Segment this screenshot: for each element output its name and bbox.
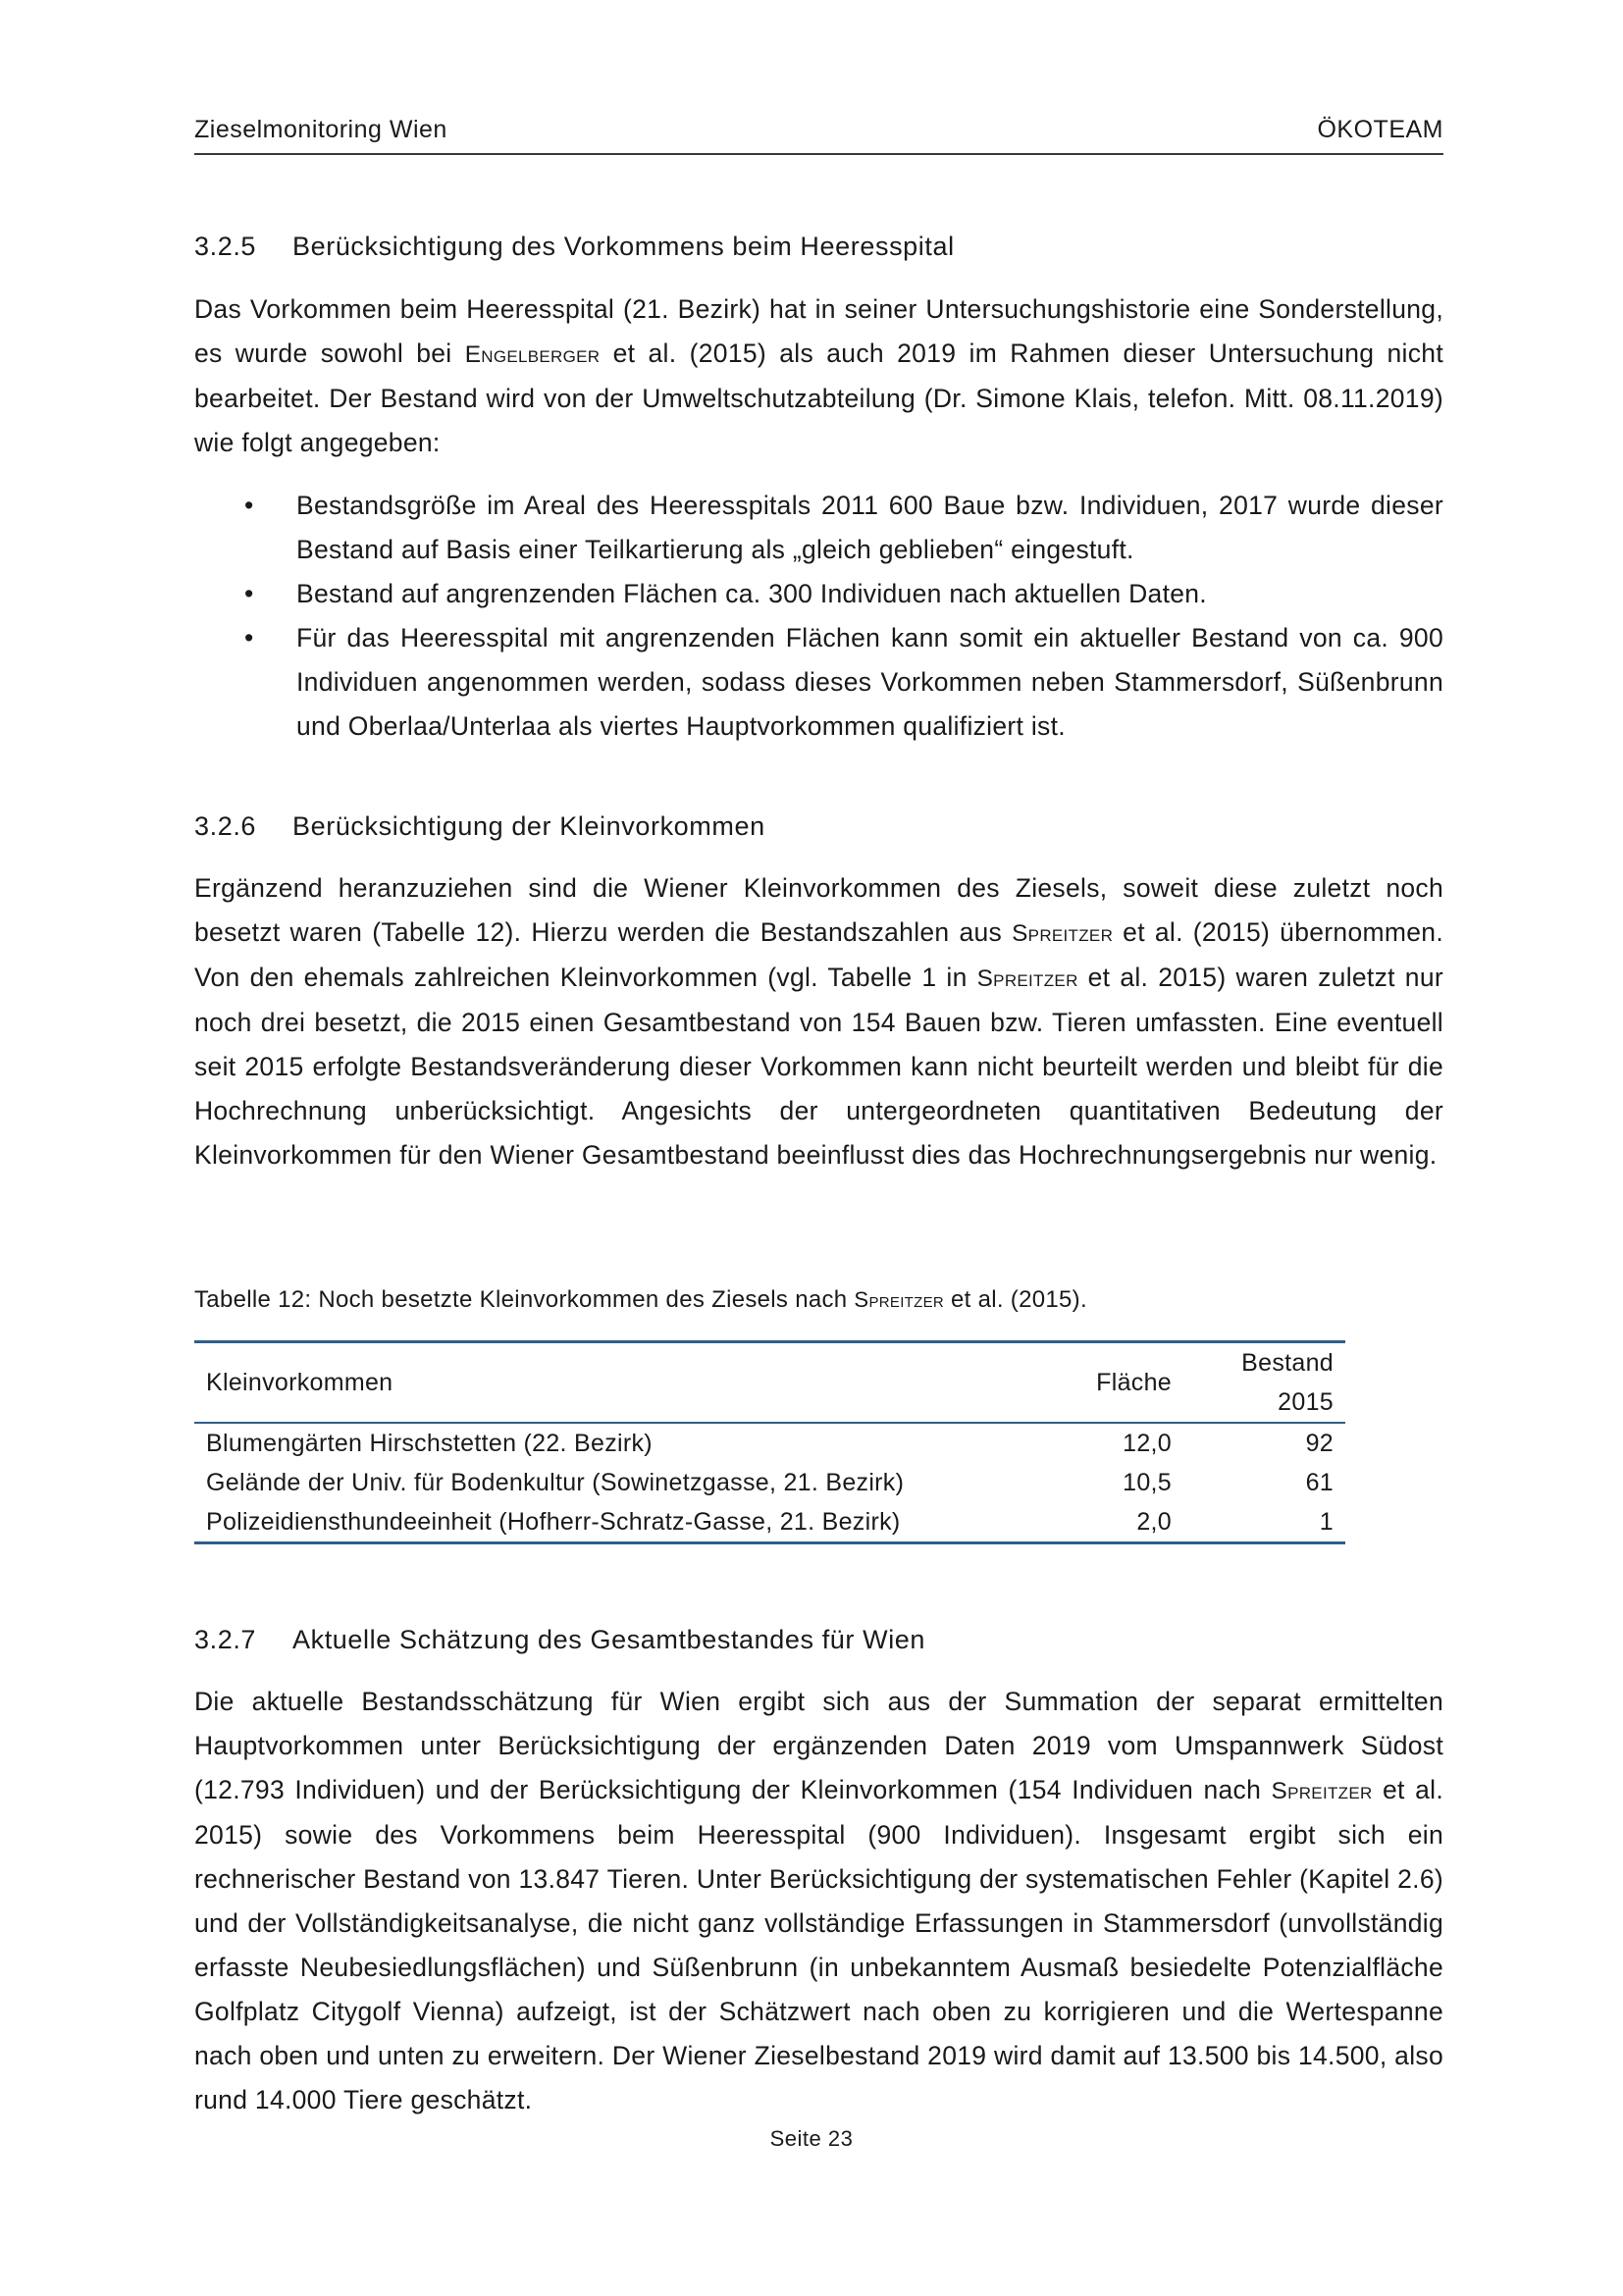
table-cell: 2,0 xyxy=(1136,1508,1172,1536)
column-header: Fläche xyxy=(1096,1369,1172,1396)
text-run: Die aktuelle Bestandsschätzung für Wien ergibt sich aus der Summation der separat ermittelten Hauptvorkommen unter Berücksichtigung der ergänzenden Daten 2019 vom Umspannwerk Südost (12.793 Individuen) und der Berücksichtigung der Kleinvorkommen (154 Individuen nach xyxy=(194,1687,1443,1804)
text-run: et al. 2015) waren zuletzt nur noch drei besetzt, die 2015 einen Gesamtbestand von 154 Bauen bzw. Tieren umfassten. Eine eventuell seit 2015 erfolgte Bestandsveränderung dieser Vorkommen kann nicht beurteilt werden und bleibt für die Hochrechnung unberücksichtigt. Angesichts der untergeordneten quantitativen Bedeutung der Kleinvorkommen für den Wiener Gesamtbestand beeinflusst dies das Hochrechnungsergebnis nur wenig. xyxy=(194,963,1443,1170)
header-organization: ÖKOTEAM xyxy=(1317,116,1443,143)
text-run: Ergänzend heranzuziehen sind die Wiener Kleinvorkommen des Ziesels, soweit diese zuletzt noch besetzt waren (Tabelle 12). Hierzu werden die Bestandszahlen aus xyxy=(194,873,1443,947)
table-cell: 61 xyxy=(1305,1469,1334,1496)
table-row xyxy=(194,1463,1345,1502)
text-run: et al. (2015) als auch 2019 im Rahmen dieser Untersuchung nicht bearbeitet. Der Bestand wird von der Umweltschutzabteilung (Dr. Simone Klais, telefon. Mitt. 08.11.2019) wie folgt angegeben: xyxy=(194,339,1443,457)
text-run: et al. 2015) sowie des Vorkommens beim Heeresspital (900 Individuen). Insgesamt ergibt sich ein rechnerischer Bestand von 13.847 Tieren. Unter Berücksichtigung der systematischen Fehler (Kapitel 2.6) und der Vollständigkeitsanalyse, die nicht ganz vollständige Erfassungen in Stammersdorf (unvollständig erfasste Neubesiedlungsflächen) und Süßenbrunn (in unbekanntem Ausmaß besiedelte Potenzialfläche Golfplatz Citygolf Vienna) aufzeigt, ist der Schätzwert nach oben zu korrigieren und die Wertespanne nach oben und unten zu erweitern. Der Wiener Zieselbestand 2019 wird damit auf 13.500 bis 14.500, also rund 14.000 Tiere geschätzt. xyxy=(194,1775,1443,2114)
table-header-row xyxy=(194,1342,1345,1424)
section-title: Aktuelle Schätzung des Gesamtbestandes für Wien xyxy=(292,1625,926,1654)
author-name: Spreitzer xyxy=(854,1287,945,1312)
paragraph-heeresspital xyxy=(194,287,1443,465)
section-title: Berücksichtigung der Kleinvorkommen xyxy=(292,811,765,841)
list-item-text: Bestandsgröße im Areal des Heeresspitals 2011 600 Baue bzw. Individuen, 2017 wurde dieser Bestand auf Basis einer Teilkartierung als „gleich geblieben“ eingestuft. xyxy=(296,491,1443,564)
text-run: Tabelle 12: Noch besetzte Kleinvorkommen des Ziesels nach xyxy=(194,1286,855,1313)
bullet-icon: • xyxy=(244,579,254,608)
table-cell: Gelände der Univ. für Bodenkultur (Sowinetzgasse, 21. Bezirk) xyxy=(206,1469,905,1496)
column-header: Kleinvorkommen xyxy=(206,1369,393,1396)
column-header: Bestand 2015 xyxy=(1241,1349,1334,1416)
table-cell: 92 xyxy=(1305,1430,1334,1457)
author-name: Spreitzer xyxy=(976,965,1078,992)
table-cell: Polizeidiensthundeeinheit (Hofherr-Schratz-Gasse, 21. Bezirk) xyxy=(206,1508,901,1536)
list-item-text: Für das Heeresspital mit angrenzenden Flächen kann somit ein aktueller Bestand von ca. 900 Individuen angenommen werden, sodass dieses Vorkommen neben Stammersdorf, Süßenbrunn und Oberlaa/Unterlaa als viertes Hauptvorkommen qualifiziert ist. xyxy=(296,623,1443,741)
table-cell: 12,0 xyxy=(1123,1430,1172,1457)
paragraph-kleinvorkommen xyxy=(194,866,1443,1177)
author-name: Spreitzer xyxy=(1012,920,1114,947)
author-name: Engelberger xyxy=(464,341,601,368)
header-title: Zieselmonitoring Wien xyxy=(194,116,447,143)
table-caption xyxy=(194,1286,1087,1314)
list-item xyxy=(194,484,1443,572)
list-item xyxy=(194,572,1443,616)
author-name: Spreitzer xyxy=(1271,1778,1373,1804)
table-cell: 10,5 xyxy=(1123,1469,1172,1496)
page-header xyxy=(194,116,1443,155)
section-number: 3.2.5 xyxy=(194,232,257,261)
text-run: et al. (2015) übernommen. Von den ehemals zahlreichen Kleinvorkommen (vgl. Tabelle 1 in xyxy=(194,917,1443,992)
list-item-text: Bestand auf angrenzenden Flächen ca. 300 Individuen nach aktuellen Daten. xyxy=(296,579,1207,608)
bullet-icon: • xyxy=(244,491,254,520)
section-heading-3-2-6 xyxy=(194,811,765,842)
table-row xyxy=(194,1502,1345,1543)
section-number: 3.2.7 xyxy=(194,1625,257,1654)
section-number: 3.2.6 xyxy=(194,811,257,841)
table-row xyxy=(194,1423,1345,1463)
table-cell: Blumengärten Hirschstetten (22. Bezirk) xyxy=(206,1430,653,1457)
bullet-list xyxy=(194,484,1443,749)
bullet-icon: • xyxy=(244,623,254,652)
text-run: et al. (2015). xyxy=(944,1286,1087,1313)
section-title: Berücksichtigung des Vorkommens beim Heeresspital xyxy=(292,232,955,261)
table-cell: 1 xyxy=(1319,1508,1334,1536)
section-heading-3-2-7 xyxy=(194,1625,925,1655)
text-run: Das Vorkommen beim Heeresspital (21. Bezirk) hat in seiner Untersuchungshistorie eine Sonderstellung, es wurde sowohl bei xyxy=(194,294,1443,368)
paragraph-gesamtbestand xyxy=(194,1680,1443,2122)
table-kleinvorkommen xyxy=(194,1340,1345,1544)
section-heading-3-2-5 xyxy=(194,232,955,262)
page-number: Seite 23 xyxy=(769,2126,854,2151)
list-item xyxy=(194,616,1443,749)
